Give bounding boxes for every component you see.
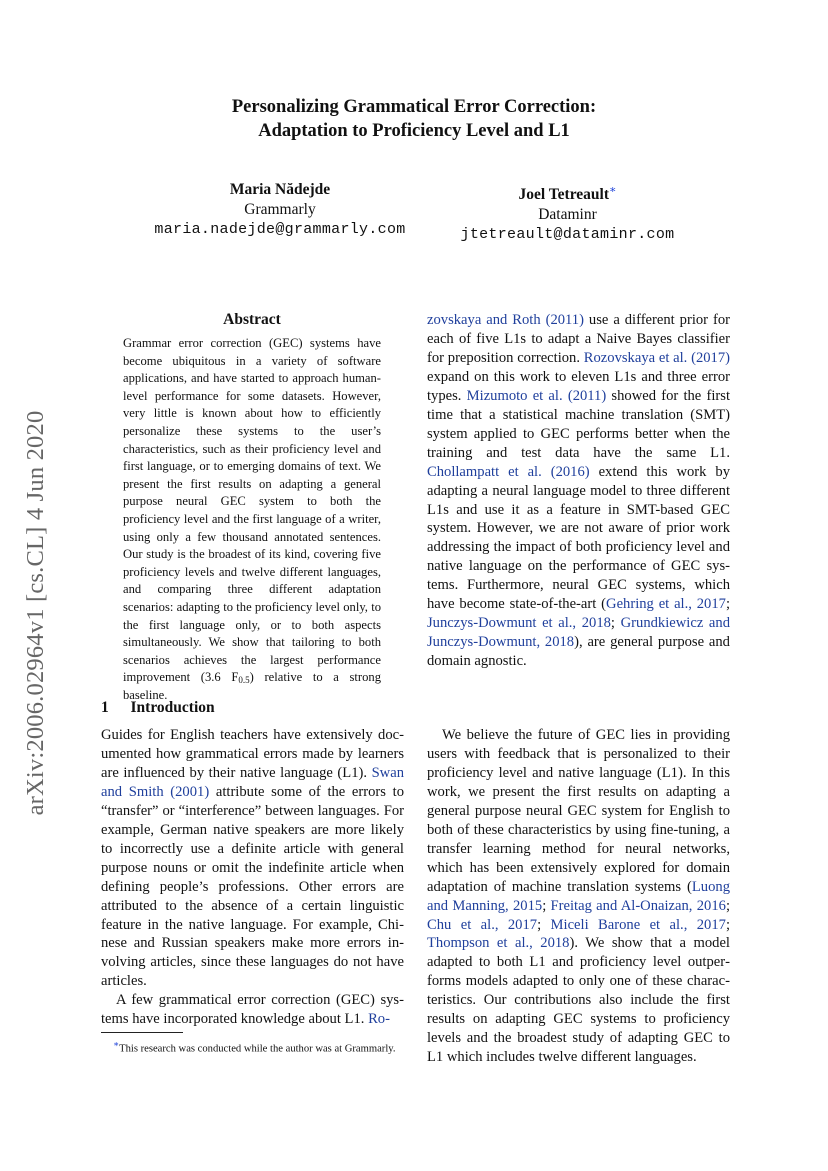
citation-link[interactable]: Thompson et al., 2018 <box>427 935 570 952</box>
footnote-marker: ∗ <box>113 1039 120 1049</box>
citation-link[interactable]: Freitag and Al-Onaizan, 2016 <box>550 897 726 914</box>
author-1 <box>130 180 430 240</box>
paragraph: Guides for English teachers have extensively documented how grammatical errors made by learners are influenced by their native language (L1). Swan and Smith (2001) attribute some of the errors to “transfer” or “interference” between languages. For example, German native speakers are more likely to incorrectly use a definite article with general purpose nouns or omit the indefinite article when defining people’s professions. Other errors are attributed to the absence of a certain linguistic feature in the native language. For example, Chinese and Russian speakers make more errors involving articles, since these languages do not have articles. <box>101 727 404 990</box>
citation-link[interactable]: Junczys-Dowmunt et al., 2018 <box>427 615 611 632</box>
paragraph: zovskaya and Roth (2011) use a different prior for each of five L1s to adapt a Naive Bayes classifier for preposition correction. Rozovskaya et al. (2017) expand on this work to eleven L1s and three error types. Mizumoto et al. (2011) showed for the first time that a statistical machine translation (SMT) system applied to GEC performs better when the training and test data have the same L1. Chollampatt et al. (2016) extend this work by adapting a neural language model to three different L1s and use it as a feature in SMT-based GEC system. However, we are not aware of prior work addressing the impact of both proficiency level and native language on the performance of GEC systems. Furthermore, neural GEC systems, which have become state-of-the-art (Gehring et al., 2017; Junczys-Dowmunt et al., 2018; Grundkiewicz and Junczys-Dowmunt, 2018), are general purpose and domain agnostic. <box>427 312 731 670</box>
citation-link[interactable]: zovskaya and Roth (2011) <box>427 312 584 328</box>
citation-link[interactable]: Chu et al., 2017 <box>427 916 538 933</box>
f-subscript: 0.5 <box>238 675 250 686</box>
footnote: ∗This research was conducted while the author was at Grammarly. <box>113 1039 396 1055</box>
citation-link[interactable]: Mizumoto et al. (2011) <box>466 387 607 404</box>
paragraph: A few grammatical error correction (GEC) systems have incorporated knowledge about L1. Ro- <box>101 992 404 1028</box>
section-title: Introduction <box>130 699 215 716</box>
citation-link[interactable]: Swan and Smith (2001) <box>101 764 404 800</box>
intro-text <box>101 726 404 1029</box>
right-column-paragraph-1 <box>427 311 730 671</box>
section-number: 1 <box>101 699 109 716</box>
citation-link[interactable]: Gehring et al., 2017 <box>606 596 726 613</box>
author-2 <box>415 180 720 245</box>
arxiv-id: arXiv:2006.02964v1 [cs.CL] 4 Jun 2020 <box>22 410 49 816</box>
author-email: maria.nadejde@grammarly.com <box>154 221 406 238</box>
paragraph: We believe the future of GEC lies in providing users with feedback that is personalized to their proficiency level and native language (L1). In this work, we present the first results on adapting a general purpose neural GEC system for English to both of these characteristics by using fine-tuning, a transfer learning method for neural networks, which has been extensively explored for domain adaptation of machine translation systems (Luong and Manning, 2015; Freitag and Al-Onaizan, 2016; Chu et al., 2017; Miceli Barone et al., 2017; Thompson et al., 2018). We show that a model adapted to both L1 and proficiency level outperforms models adapted to only one of these characteristics. Our contributions also include the first results on adapting GEC systems to proficiency levels and the broadest study of adapting GEC to L1 which includes twelve different languages. <box>427 727 730 1066</box>
abstract-body: Grammar error correction (GEC) systems have become ubiquitous in a variety of software applications, and have started to approach human-level performance for some datasets. However, very little is known about how to efficiently personalize these systems to the user’s characteristics, such as their proficiency level and first language, or to emerging domains of text. We present the first results on adapting a general purpose neural GEC system to both the proficiency level and the first language of a writer, using only a few thousand annotated sentences. Our study is the broadest of its kind, covering five proficiency levels and twelve different languages, and comparing three different adaptation scenarios: adapting to the proficiency level only, to the first language only, or to both aspects simultaneously. We show that tailoring to both scenarios achieves the largest performance improvement (3.6 $F_{0.5}$) relative to a strong baseline. <box>123 336 381 702</box>
paper-title-line-1: Personalizing Grammatical Error Correction: <box>231 97 597 117</box>
arxiv-stamp <box>18 378 54 848</box>
footnote-marker: ∗ <box>609 184 617 196</box>
citation-link[interactable]: Luong and Manning, 2015 <box>427 878 730 914</box>
citation-link[interactable]: Ro- <box>368 1011 390 1028</box>
author-name: Joel Tetreault∗ <box>518 184 617 204</box>
abstract-heading: Abstract <box>223 311 281 328</box>
citation-link[interactable]: Rozovskaya et al. (2017) <box>583 349 730 366</box>
footnote-rule <box>101 1032 183 1033</box>
author-affiliation: Grammarly <box>244 201 316 218</box>
paper-title-line-2: Adaptation to Proficiency Level and L1 <box>258 121 570 141</box>
author-name: Maria Nădejde <box>229 181 331 198</box>
citation-link[interactable]: Chollampatt et al. (2016) <box>427 463 590 480</box>
citation-link[interactable]: Miceli Barone et al., 2017 <box>550 916 726 933</box>
section-heading <box>101 699 215 717</box>
right-column-paragraph-2 <box>427 726 730 1067</box>
citation-link[interactable]: Grundkiewicz and Junczys-Dowmunt, 2018 <box>427 615 731 651</box>
author-affiliation: Dataminr <box>538 206 597 224</box>
author-email: jtetreault@dataminr.com <box>460 226 675 244</box>
